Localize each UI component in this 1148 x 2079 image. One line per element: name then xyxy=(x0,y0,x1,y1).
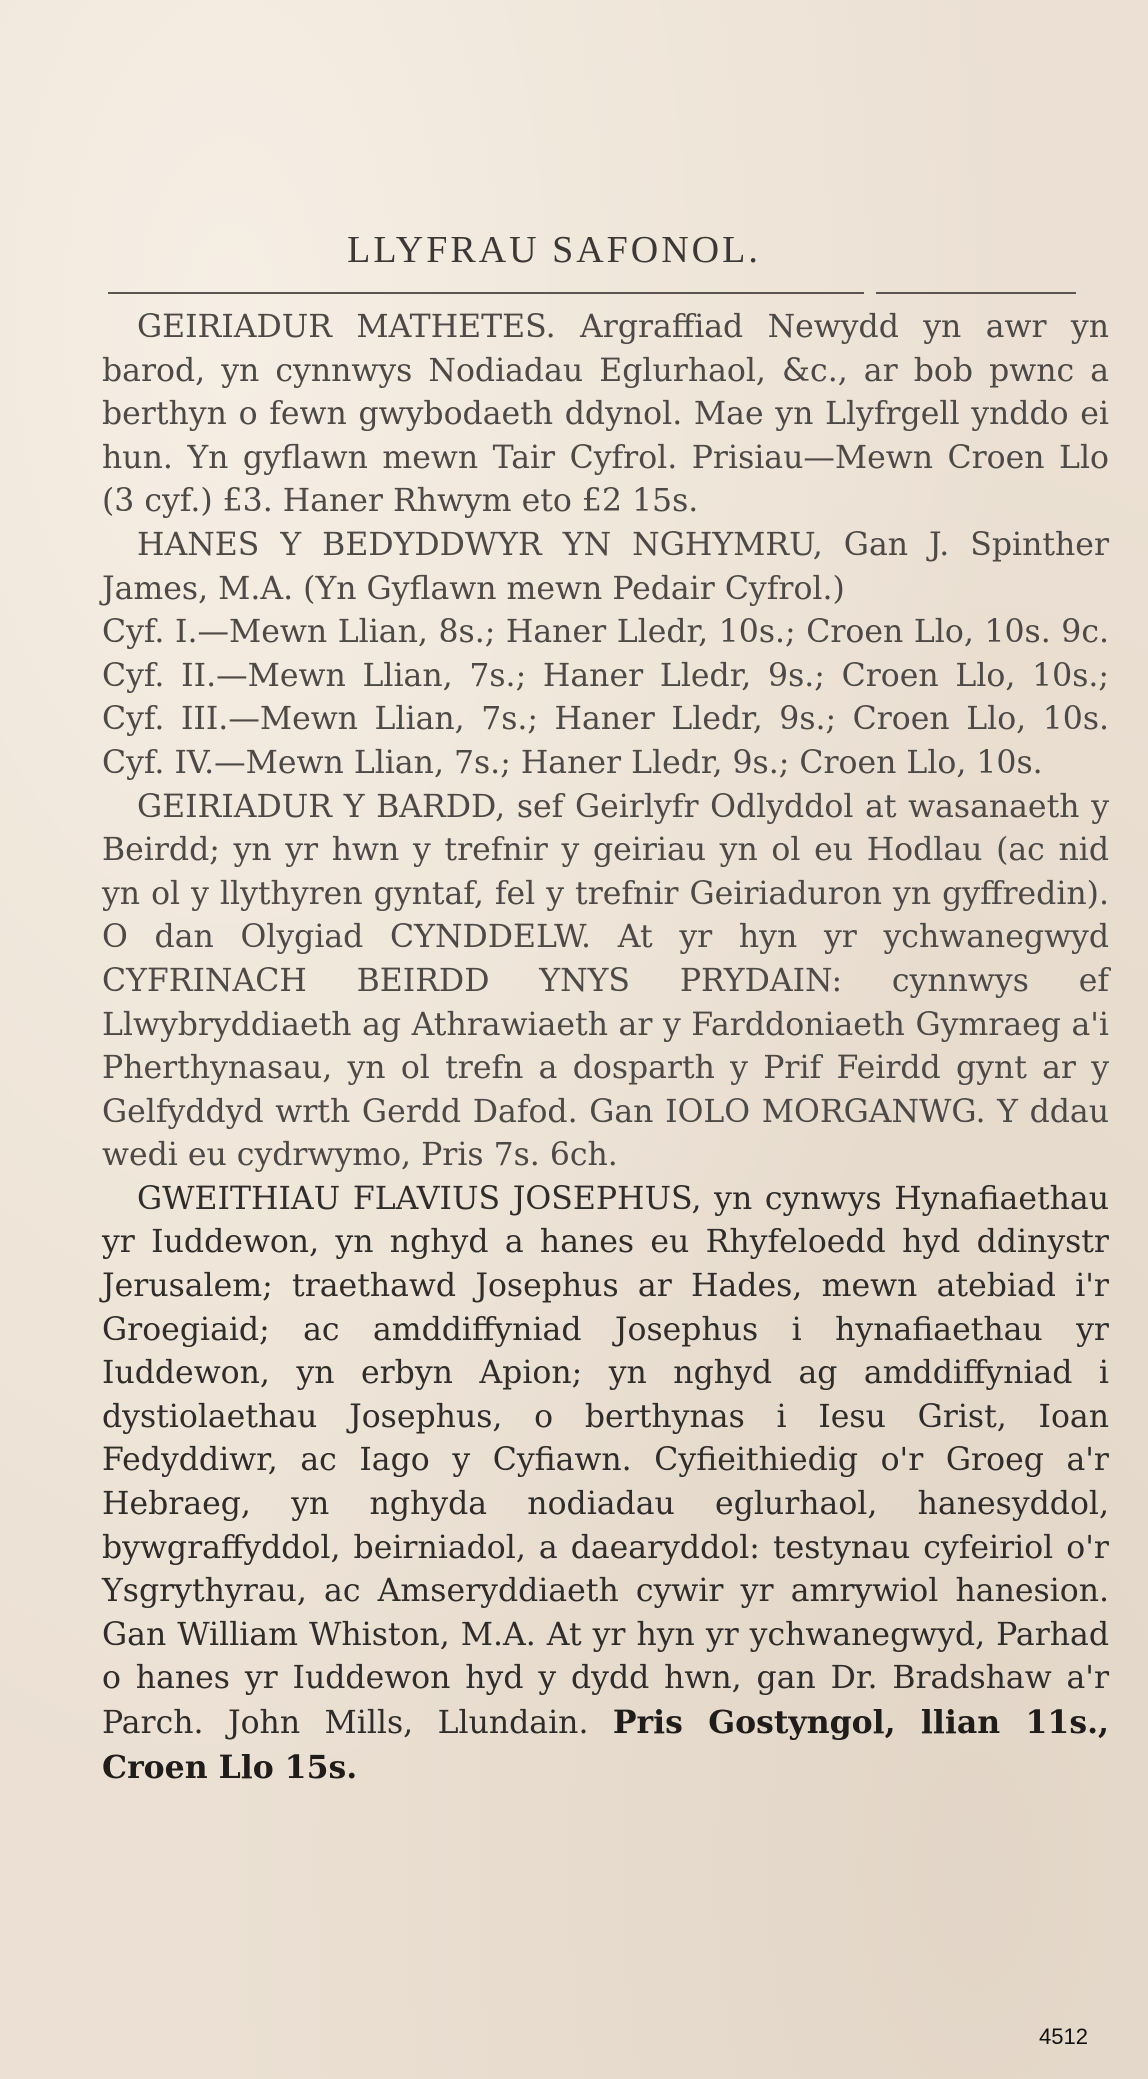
catalog-number: 4512 xyxy=(1039,2024,1088,2049)
entry-geiriadur-mathetes: GEIRIADUR MATHETES. Argraffiad Newydd yn awr yn barod, yn cynnwys Nodiadau Eglurhaol, &c., ar bob pwnc a berthyn o fewn gwybodaeth ddynol. Mae yn Llyfrgell ynddo ei hun. Yn gyflawn mewn Tair Cyfrol. Prisiau—Mewn Croen Llo (3 cyf.) £3. Haner Rhwym eto £2 15s. xyxy=(102,309,1109,520)
title-rule-left xyxy=(108,292,864,294)
entry-hanes-y-bedyddwyr: HANES Y BEDYDDWYR YN NGHYMRU, Gan J. Spinther James, M.A. (Yn Gyflawn mewn Pedair Cyfrol.) xyxy=(102,526,1109,607)
page-title: LLYFRAU SAFONOL. xyxy=(347,229,761,271)
entry-geiriadur-y-bardd: GEIRIADUR Y BARDD, sef Geirlyfr Odlyddol at wasanaeth y Beirdd; yn yr hwn y trefnir y geiriau yn ol eu Hodlau (ac nid yn ol y llythyren gyntaf, fel y trefnir Geiriaduron yn gyffredin). O dan Olygiad CYNDDELW. At yr hyn yr ychwanegwyd CYFRINACH BEIRDD YNYS PRYDAIN: cynnwys ef Llwybryddiaeth ag Athrawiaeth ar y Farddoniaeth Gymraeg a'i Pherthynasau, yn ol trefn a dosparth y Prif Feirdd gynt ar y Gelfyddyd wrth Gerdd Dafod. Gan IOLO MORGANWG. Y ddau wedi eu cydrwymo, Pris 7s. 6ch. xyxy=(102,788,1109,1174)
entry-gweithiau-josephus xyxy=(102,1178,1109,1790)
entry-bedyddwyr-volume-prices: Cyf. I.—Mewn Llian, 8s.; Haner Lledr, 10s.; Croen Llo, 10s. 9c. Cyf. II.—Mewn Llian, 7s.; Haner Lledr, 9s.; Croen Llo, 10s.; Cyf. III.—Mewn Llian, 7s.; Haner Lledr, 9s.; Croen Llo, 10s. Cyf. IV.—Mewn Llian, 7s.; Haner Lledr, 9s.; Croen Llo, 10s. xyxy=(102,614,1109,781)
catalogue-text xyxy=(102,306,1109,1790)
title-rule-right xyxy=(876,292,1076,294)
josephus-reduced-price: Pris Gostyngol, llian 11s., Croen Llo 15s. xyxy=(102,1704,1109,1786)
josephus-description: GWEITHIAU FLAVIUS JOSEPHUS, yn cynwys Hynafiaethau yr Iuddewon, yn nghyd a hanes eu Rhyfeloedd hyd ddinystr Jerusalem; traethawd Josephus ar Hades, mewn atebiad i'r Groegiaid; ac amddiffyniad Josephus i hynafiaethau yr Iuddewon, yn erbyn Apion; yn nghyd ag amddiffyniad i dystiolaethau Josephus, o berthynas i Iesu Grist, Ioan Fedyddiwr, ac Iago y Cyfiawn. Cyfieithiedig o'r Groeg a'r Hebraeg, yn nghyda nodiadau eglurhaol, hanesyddol, bywgraffyddol, beirniadol, a daearyddol: testynau cyfeiriol o'r Ysgrythyrau, ac Amseryddiaeth cywir yr amrywiol hanesion. Gan William Whiston, M.A. At yr hyn yr ychwanegwyd, Parhad o hanes yr Iuddewon hyd y dydd hwn, gan Dr. Bradshaw a'r Parch. John Mills, Llundain. xyxy=(102,1180,1109,1741)
